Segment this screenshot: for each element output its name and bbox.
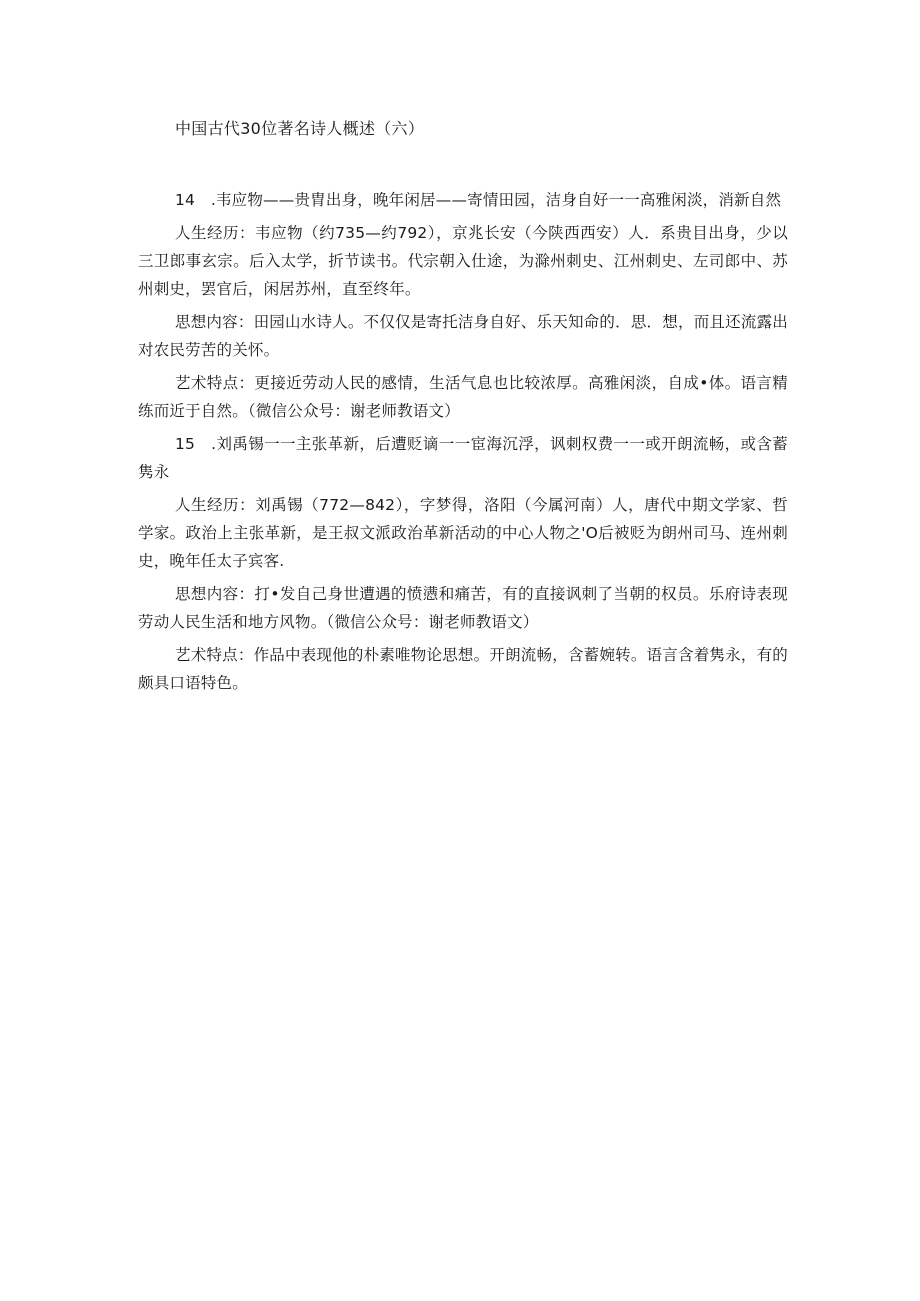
paragraph-thought-14: 思想内容：田园山水诗人。不仅仅是寄托洁身自好、乐天知命的．思．想，而且还流露出对农民劳苦的关怀。: [138, 313, 788, 359]
heading-poet-14: 14 .韦应物——贵胄出身，晚年闲居——寄情田园，洁身自好一一高雅闲淡，消新自然: [175, 191, 782, 209]
paragraph-art-14: 艺术特点：更接近劳动人民的感情，生活气息也比较浓厚。高雅闲淡，自成•体。语言精练而近于自然。（微信公众号：谢老师教语文）: [138, 374, 788, 420]
paragraph-life-14: 人生经历：韦应物（约735—约792），京兆长安（今陕西西安）人．系贵目出身，少以三卫郎事玄宗。后入太学，折节读书。代宗朝入仕途，为滁州刺史、江州刺史、左司郎中、苏州刺史，罢官后，闲居苏州，直至终年。: [138, 224, 788, 298]
heading-poet-15: 15 .刘禹锡一一主张革新，后遭贬谪一一宦海沉浮，讽刺权费一一或开朗流畅，或含蓄隽永: [138, 435, 788, 481]
paragraph-thought-15: 思想内容：打•发自己身世遭遇的愤懑和痛苦，有的直接讽刺了当朝的权员。乐府诗表现劳动人民生活和地方风物。（微信公众号：谢老师教语文）: [138, 585, 788, 631]
document-body: [138, 186, 788, 702]
paragraph-life-15: 人生经历：刘禹锡（772—842），字梦得，洛阳（今属河南）人，唐代中期文学家、哲学家。政治上主张革新，是王叔文派政治革新活动的中心人物之'O后被贬为朗州司马、连州刺史，晚年任太子宾客.: [138, 496, 788, 570]
paragraph-art-15: 艺术特点：作品中表现他的朴素唯物论思想。开朗流畅，含蓄婉转。语言含着隽永，有的颇具口语特色。: [138, 646, 788, 692]
document-title: 中国古代30位著名诗人概述（六）: [175, 119, 425, 138]
